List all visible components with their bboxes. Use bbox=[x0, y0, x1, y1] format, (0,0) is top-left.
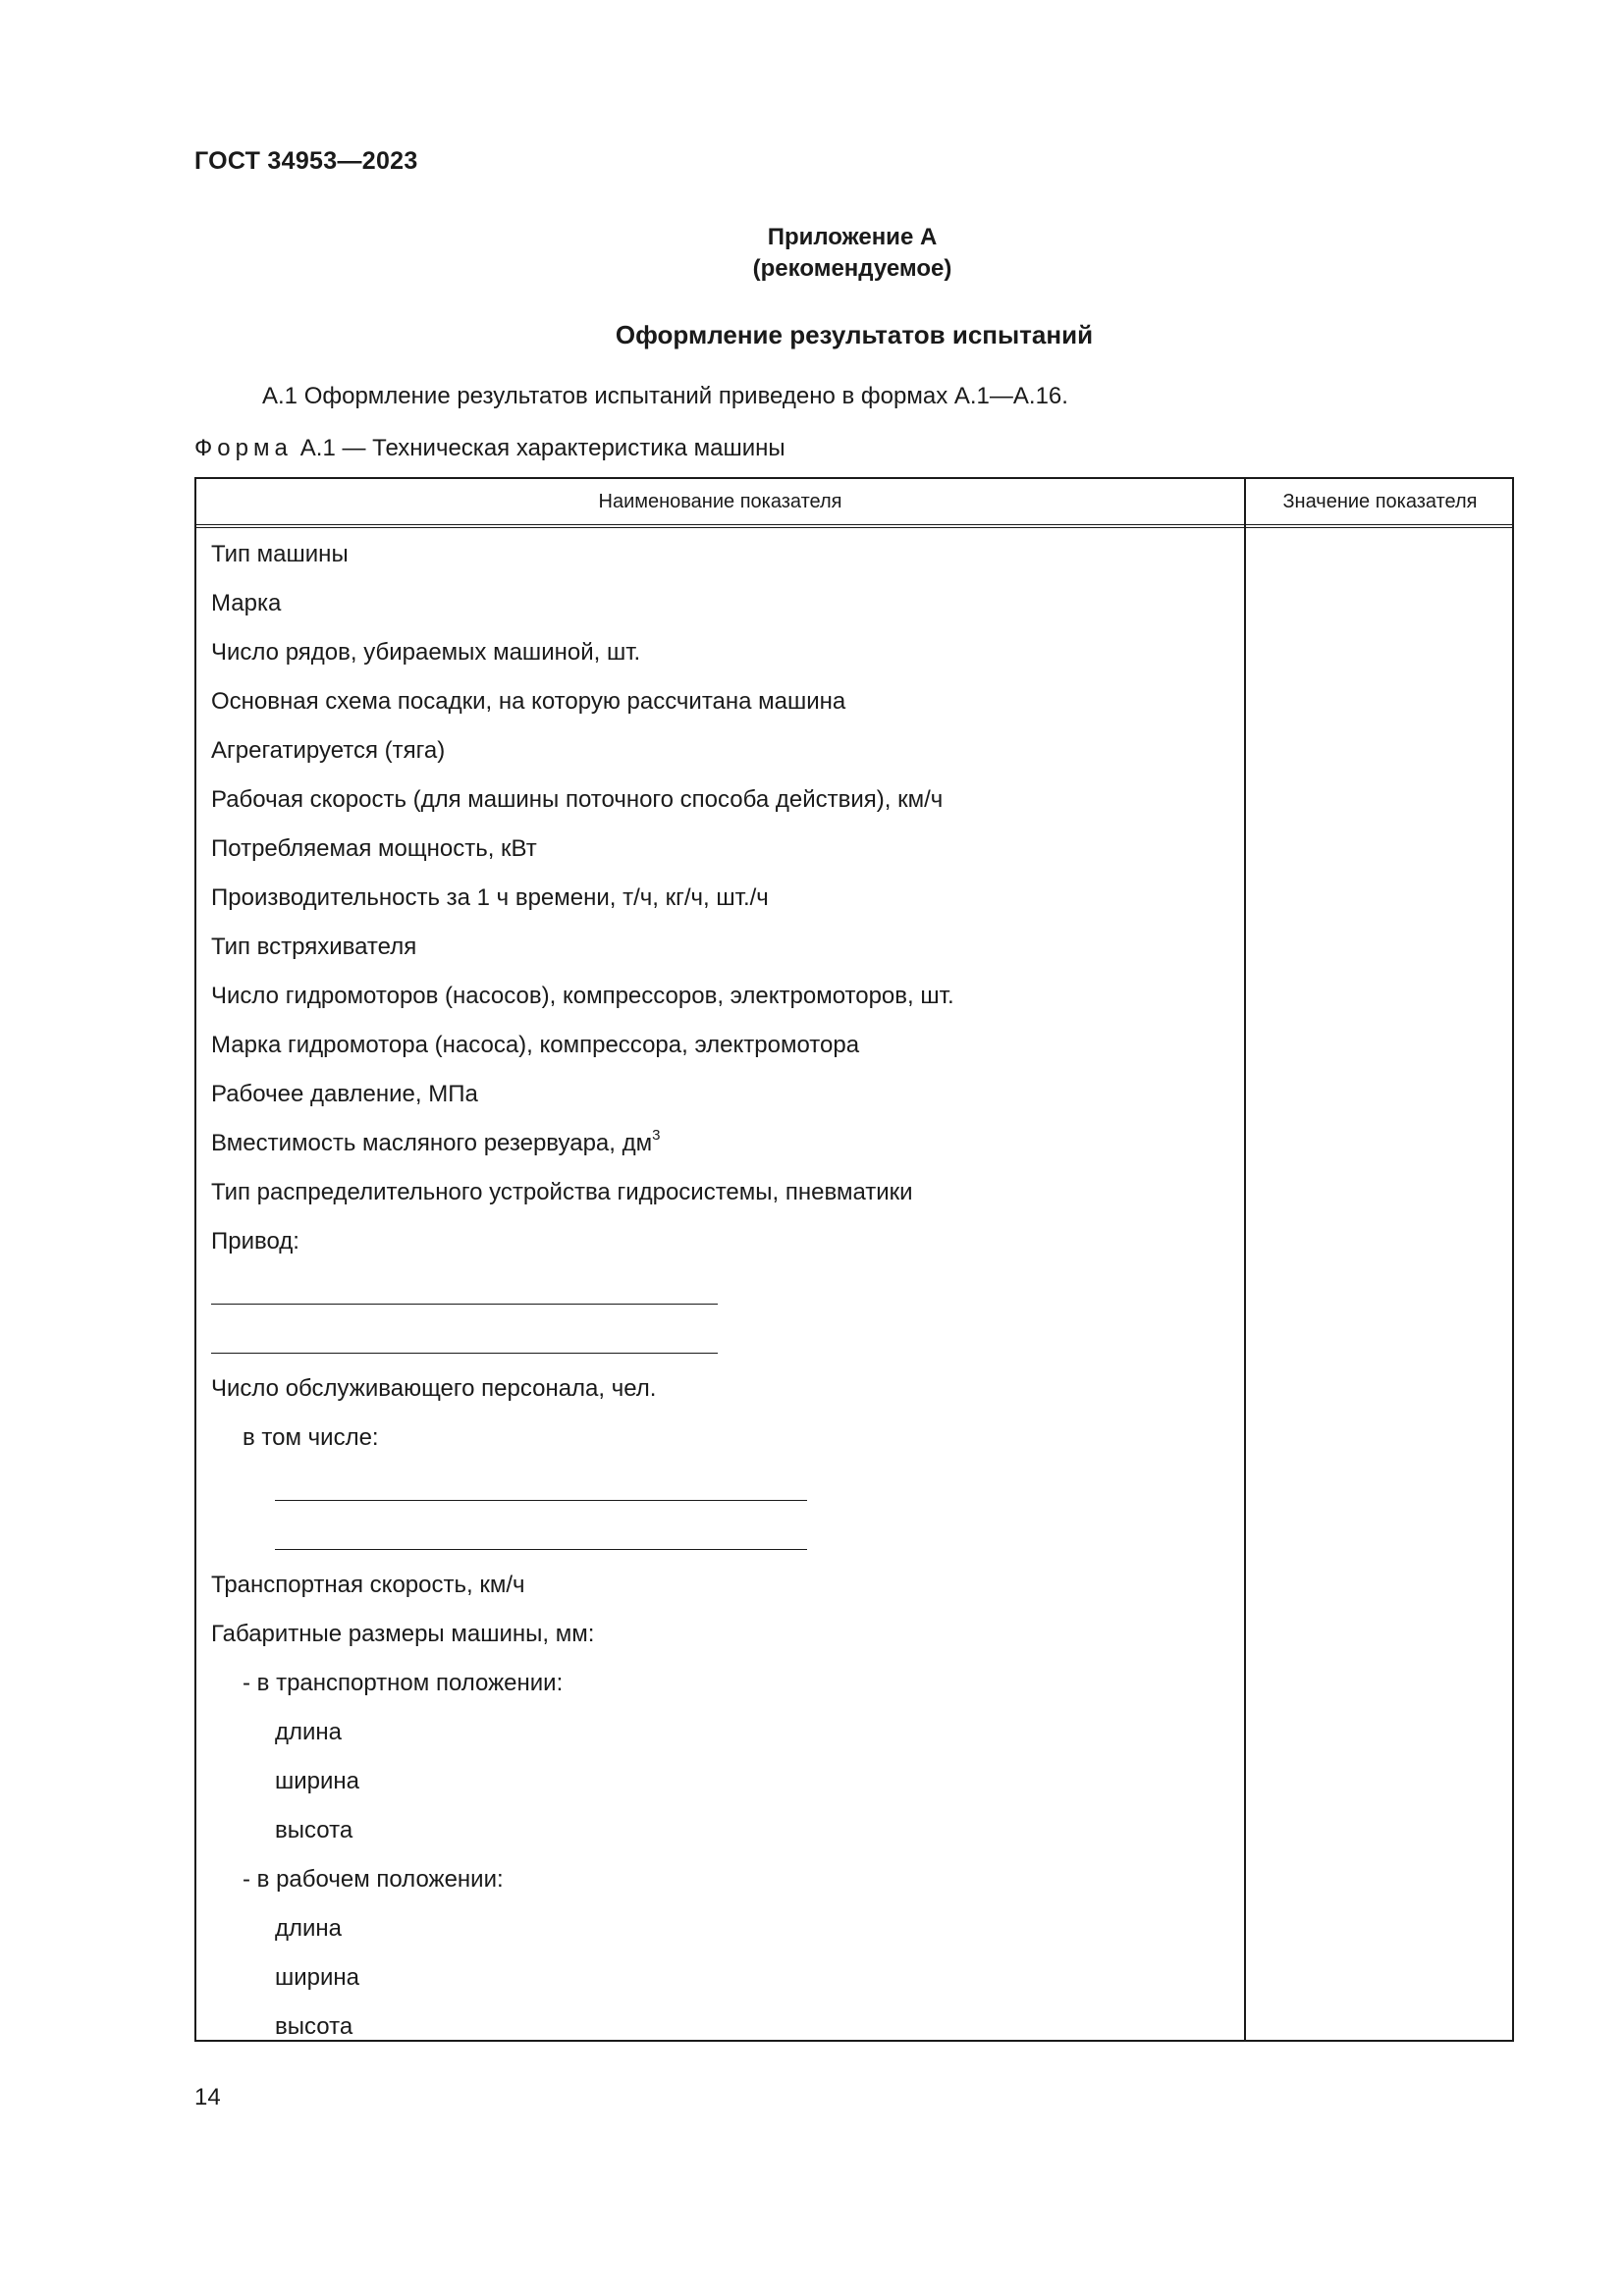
characteristics-table bbox=[194, 477, 1514, 2042]
annex-title: Приложение А bbox=[767, 224, 938, 250]
column-header-value: Значение показателя bbox=[1282, 491, 1478, 512]
table-row: Основная схема посадки, на которую рассчитана машина bbox=[211, 688, 846, 715]
table-row-staff-sub: в том числе: bbox=[243, 1424, 379, 1451]
form-caption bbox=[194, 435, 785, 462]
table-row: Производительность за 1 ч времени, т/ч, кг/ч, шт./ч bbox=[211, 884, 769, 911]
volume-superscript: 3 bbox=[652, 1127, 661, 1144]
volume-label: Вместимость масляного резервуара, дм bbox=[211, 1130, 653, 1156]
blank-fill-line bbox=[196, 1266, 1244, 1315]
table-row: Потребляемая мощность, кВт bbox=[211, 835, 537, 862]
table-row: Агрегатируется (тяга) bbox=[211, 737, 446, 764]
table-row-dimensions: Габаритные размеры машины, мм: bbox=[211, 1621, 595, 1647]
table-row-width: ширина bbox=[275, 1768, 360, 1794]
form-caption-text: А.1 — Техническая характеристика машины bbox=[299, 435, 785, 461]
intro-paragraph: А.1 Оформление результатов испытаний приведено в формах А.1—А.16. bbox=[262, 383, 1068, 409]
form-label: Форма bbox=[194, 435, 293, 461]
table-row: Число гидромоторов (насосов), компрессоров, электромоторов, шт. bbox=[211, 983, 954, 1009]
document-header: ГОСТ 34953—2023 bbox=[194, 147, 418, 175]
table-row: Число рядов, убираемых машиной, шт. bbox=[211, 639, 641, 666]
page-number: 14 bbox=[194, 2084, 221, 2110]
table-row: Тип машины bbox=[211, 541, 349, 567]
table-row-height: высота bbox=[275, 1817, 353, 1843]
blank-fill-line bbox=[196, 1512, 1244, 1561]
table-row: Рабочая скорость (для машины поточного способа действия), км/ч bbox=[211, 786, 944, 813]
table-row: Марка гидромотора (насоса), компрессора, электромотора bbox=[211, 1032, 860, 1058]
blank-fill-line bbox=[196, 1463, 1244, 1512]
section-title: Оформление результатов испытаний bbox=[615, 320, 1094, 349]
table-row-volume bbox=[196, 1119, 1244, 1168]
column-separator bbox=[1244, 479, 1246, 2040]
table-row-transport-speed: Транспортная скорость, км/ч bbox=[211, 1572, 525, 1598]
table-row-length: длина bbox=[275, 1915, 343, 1942]
table-row-working-position: - в рабочем положении: bbox=[243, 1866, 504, 1893]
table-row: Марка bbox=[211, 590, 282, 616]
table-row-drive: Привод: bbox=[211, 1228, 299, 1255]
blank-fill-line bbox=[196, 1315, 1244, 1364]
table-row-width: ширина bbox=[275, 1964, 360, 1991]
table-row-transport-position: - в транспортном положении: bbox=[243, 1670, 564, 1696]
table-row-height: высота bbox=[275, 2013, 353, 2040]
table-body bbox=[196, 530, 1244, 2052]
table-row: Тип распределительного устройства гидросистемы, пневматики bbox=[211, 1179, 913, 1205]
table-row-staff: Число обслуживающего персонала, чел. bbox=[211, 1375, 657, 1402]
table-header bbox=[196, 479, 1512, 528]
column-header-name: Наименование показателя bbox=[598, 491, 842, 512]
table-row-length: длина bbox=[275, 1719, 343, 1745]
table-row: Рабочее давление, МПа bbox=[211, 1081, 478, 1107]
table-row: Тип встряхивателя bbox=[211, 934, 417, 960]
annex-subtitle: (рекомендуемое) bbox=[752, 255, 952, 282]
